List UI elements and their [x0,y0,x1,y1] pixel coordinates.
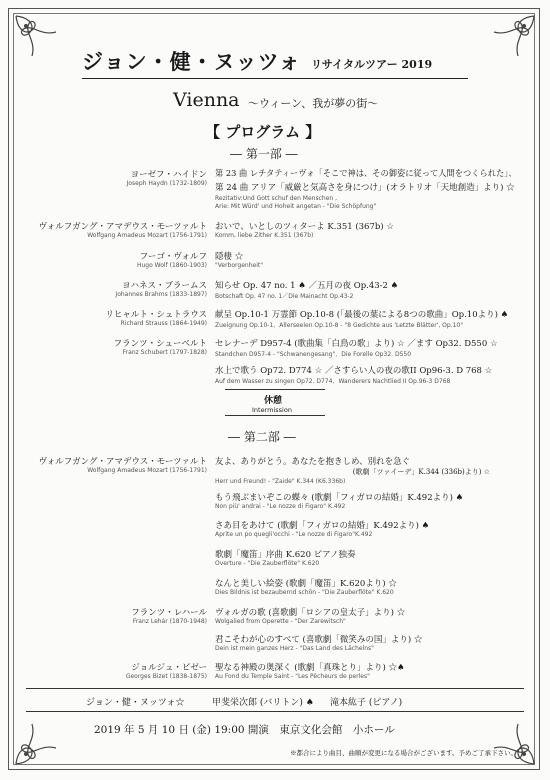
work-title-en: Aprite un po quegli'occhi - "Le nozze di Figaro"K.492 [215,531,373,538]
page-subtitle: リサイタルツアー 2019 [311,58,433,71]
work-title-en: Dein ist mein ganzes Herz - "Das Land des Lächelns" [215,645,374,652]
work-title-en: Herr und Freund! - "Zaide" K.344 (K6.336b) [215,478,346,485]
composer-name-en: Franz Schubert (1797-1828) [122,349,207,356]
work-title-en: "Verborgenheit" [215,262,263,269]
composer-name: ヴォルフガング・アマデウス・モーツァルト [38,222,207,232]
composer-name-en: Joseph Haydn (1732-1809) [126,180,207,187]
work-title: 友よ、ありがとう。あなたを抱きしめ、別れを急ぐ [215,457,411,467]
intermission-rule [225,415,325,416]
composer-name-en: Wolfgang Amadeus Mozart (1756-1791) [87,232,207,239]
work-title-en: Zueignung Op.10-1、Allerseelen Op.10-8 - "8 Gedichte aus 'Letzte Blätter', Op.10" [215,322,463,329]
composer-name-en: Wolfgang Amadeus Mozart (1756-1791) [87,467,207,474]
work-title: おいで、いとしのツィターよ K.351 (367b) ☆ [215,222,394,232]
composer-name: フランツ・シューベルト [113,339,207,349]
work-title: 歌劇「魔笛」序曲 K.620 ピアノ独奏 [215,550,356,560]
corner-ornament-top-right [478,12,538,72]
work-title-en: Komm, liebe Zither K.351 (367b) [215,232,314,239]
theme-subtitle: ～ウィーン、我が夢の街～ [248,97,379,110]
work-title: ヴォルガの歌 (喜歌劇「ロシアの皇太子」より) ☆ [215,608,406,618]
title-underline [82,78,468,79]
work-title: 第 23 曲 レチタティーヴォ「そこで神は、その御姿に従って人間をつくられた」、 [215,168,517,178]
intermission-rule [225,389,325,390]
composer-name: ヨハネス・ブラームス [121,281,207,291]
work-title: 隠棲 ☆ [215,252,244,262]
work-title: (歌劇「ツァイーデ」K.344 (336b)より) ☆ [352,468,490,476]
work-title: 第 24 曲 アリア「威厳と気高さを身につけ」(オラトリオ「天地創造」より) ☆ [215,183,515,193]
page-title: ジョン・健・ヌッツォ [82,49,301,74]
composer-name-en: Johannes Brahms (1833-1897) [115,291,207,298]
work-title-en: Dies Bildnis ist bezaubernd schön - "Die Zauberflöte" K.620 [215,589,394,596]
footer-rule [26,688,524,689]
performance-date: 2019 年 5 月 10 日 (金) 19:00 開演 東京文化会館 小ホール [94,724,395,736]
corner-ornament-bottom-left [12,708,72,768]
work-title-en: Au Fond du Temple Saint - "Les Pêcheurs de perles" [215,673,370,680]
work-title-en: Rezitativ:Und Gott schuf den Menschen , [215,195,338,202]
performer: 甲斐栄次郎 (バリトン) ♠ [212,698,314,708]
work-title: 水上で歌う Op72. D774 ☆ ／さすらい人の夜の歌II Op96-3. D 768 ☆ [215,366,493,376]
corner-ornament-bottom-right [478,708,538,768]
performer: 滝本紘子 (ピアノ) [330,698,403,708]
work-title: 君こそわが心のすべて (喜歌劇「微笑みの国」より) ☆ [215,635,423,645]
composer-name: ヴォルフガング・アマデウス・モーツァルト [38,457,207,467]
composer-name: ジョルジュ・ビゼー [131,663,207,673]
performer: ジョン・健・ヌッツォ☆ [86,698,185,708]
composer-name-en: Franz Lehár (1870-1948) [132,618,207,625]
composer-name: リヒャルト・シュトラウス [105,310,207,320]
work-title-en: Standchen D957-4 - "Schwanengesang"、Die Forelle Op32. D550 [215,351,412,358]
work-title-en: Auf dem Wasser zu singen Op72. D774、Wanderers Nachtlied II Op.96-3 D768 [215,378,451,385]
part-two-heading: ― 第二部 ― [228,430,296,444]
composer-name-en: Georges Bizet (1838-1875) [125,673,207,680]
corner-ornament-top-left [12,12,72,72]
work-title: 聖なる神殿の奥深く (歌劇「真珠とり」より) ☆♠ [215,663,405,673]
work-title-en: Botschaft Op. 47 no. 1／Die Mainacht Op.43-2 [215,293,354,300]
work-title: なんと美しい絵姿 (歌劇「魔笛」K.620より) ☆ [215,579,397,589]
work-title-en: Overture - "Die Zauberflöte" K.620 [215,560,320,567]
work-title: 知らせ Op. 47 no. 1 ♠ ／五月の夜 Op.43-2 ♠ [215,281,399,291]
footnote: ※都合により曲目、曲順が変更になる場合がございます。予めご了承下さい。 [290,749,517,757]
work-title: セレナーデ D957-4 (歌曲集「白鳥の歌」より) ☆ ／ます Op32. D550 ☆ [215,339,498,349]
work-title: さあ目をあけて (歌劇「フィガロの結婚」K.492より) ♠ [215,521,430,531]
composer-name: フランツ・レハール [131,608,207,618]
part-one-heading: ― 第一部 ― [230,147,298,161]
theme-title: Vienna [173,89,240,111]
composer-name: ヨーゼフ・ハイドン [130,170,207,180]
footer-rule [26,711,524,712]
work-title-en: Non più' andrai - "Le nozze di Figaro" K.492 [215,503,346,510]
work-title: 献呈 Op.10-1 万霊節 Op.10-8 (「最後の葉による8つの歌曲」Op.10より) ♠ [215,310,509,320]
composer-name: フーゴ・ヴォルフ [139,252,207,262]
intermission-jp: 休憩 [264,396,283,406]
program-heading: 【 プログラム 】 [205,123,321,141]
work-title-en: Wolgalied from Operette - "Der Zarewitsch" [215,618,346,625]
intermission-en: Intermission [252,406,292,414]
work-title: もう飛ぶまいぞこの蝶々 (歌劇「フィガロの結婚」K.492より) ♠ [215,493,464,503]
composer-name-en: Richard Strauss (1864-1949) [120,320,207,327]
work-title-en: Arie: Mit Würd' und Hoheit angetan - "Die Schöpfung" [215,203,377,210]
composer-name-en: Hugo Wolf (1860-1903) [136,262,207,269]
